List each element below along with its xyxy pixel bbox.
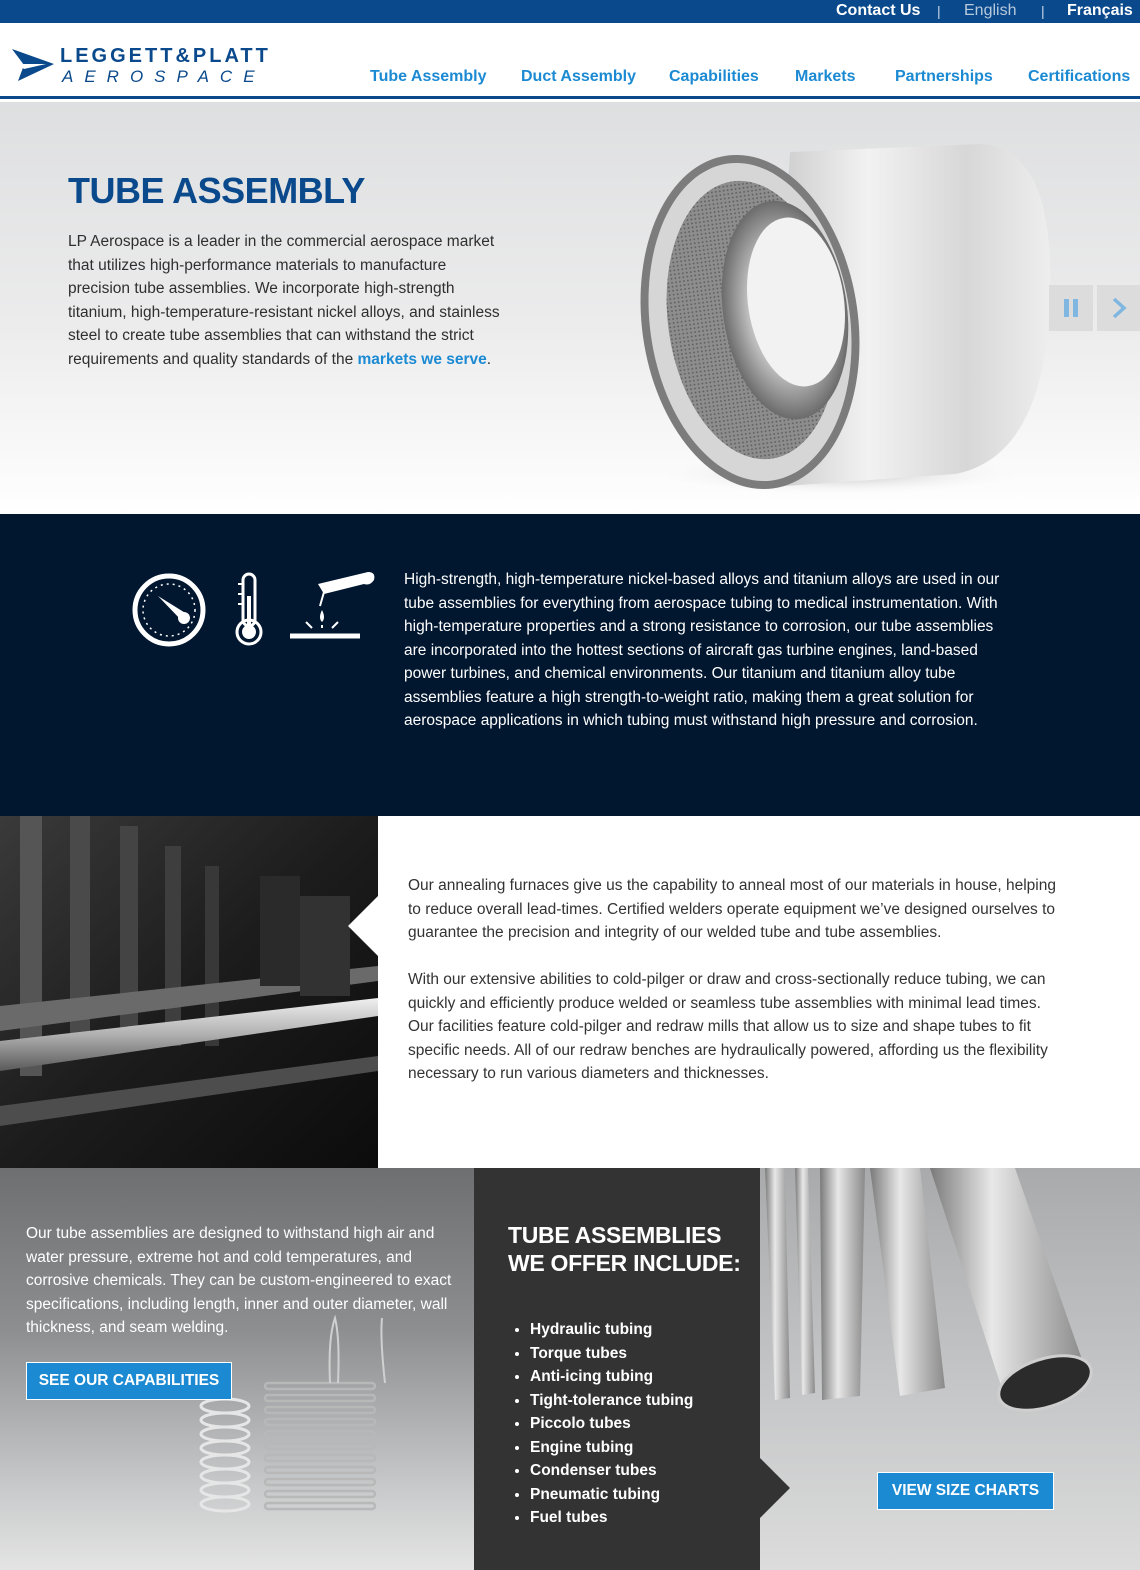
hero-banner — [0, 102, 1140, 514]
hero-description — [68, 230, 508, 371]
list-item: • Engine tubing — [530, 1436, 693, 1460]
language-english-link[interactable]: English — [964, 2, 1017, 19]
hero-description-text: LP Aerospace is a leader in the commercial aerospace market that utilizes high-performance materials to manufacture precision tube assemblies. We incorporate high-strength titanium, high-temperature-resistant nickel alloys, and stainless steel to create tube assemblies that can withstand the strict requirements and quality standards of the — [68, 233, 500, 368]
logo-wordmark: LEGGETT&PLATT — [60, 45, 271, 67]
list-item: • Condenser tubes — [530, 1459, 693, 1483]
section-notch — [348, 896, 378, 956]
list-item: • Piccolo tubes — [530, 1412, 693, 1436]
gauge-icon — [135, 576, 203, 644]
custom-engineering-panel — [0, 1168, 474, 1570]
slider-pause-button[interactable] — [1049, 285, 1093, 331]
utility-separator: | — [937, 3, 941, 19]
furnace-photo-graphic — [0, 816, 378, 1168]
list-item: • Pneumatic tubing — [530, 1483, 693, 1507]
materials-band — [0, 514, 1140, 816]
furnace-photo — [0, 816, 378, 1168]
nav-certifications[interactable]: Certifications — [1028, 68, 1131, 85]
offerings-list — [530, 1318, 693, 1530]
thermometer-icon — [237, 574, 261, 644]
nav-capabilities[interactable]: Capabilities — [669, 68, 759, 85]
logo-arrow-icon — [12, 47, 54, 83]
utility-bar — [0, 0, 1140, 23]
custom-engineering-description: Our tube assemblies are designed to withstand high air and water pressure, extreme hot and cold temperatures, and corrosive chemicals. They can be custom-engineered to exact specifications, including length, inner and outer diameter, wall thickness, and seam welding. — [26, 1225, 452, 1336]
list-item: • Tight-tolerance tubing — [530, 1389, 693, 1413]
logo-subtitle: AEROSPACE — [62, 67, 266, 86]
nav-tube-assembly[interactable]: Tube Assembly — [370, 68, 487, 85]
chevron-right-icon — [1111, 297, 1127, 319]
materials-icons — [132, 570, 382, 655]
offerings-panel — [474, 1168, 760, 1570]
list-item: • Fuel tubes — [530, 1506, 693, 1530]
slider-next-button[interactable] — [1097, 285, 1140, 331]
contact-us-link[interactable]: Contact Us — [836, 2, 921, 19]
nav-partnerships[interactable]: Partnerships — [895, 68, 993, 85]
materials-icon-row — [132, 570, 382, 650]
panel-notch — [760, 1458, 790, 1518]
list-item: • Torque tubes — [530, 1342, 693, 1366]
markets-link[interactable]: markets we serve — [357, 350, 487, 368]
hero-description-end: . — [486, 350, 492, 368]
tube-cylinder-image — [600, 122, 1060, 502]
annealing-paragraph-1: Our annealing furnaces give us the capability to anneal most of our materials in house, helping to reduce overall lead-times. Certified welders operate equipment we’ve designed ourselves to guarantee the precision and integrity of our welded tube and tube assemblies. — [408, 877, 1056, 941]
page-title: TUBE ASSEMBLY — [68, 170, 365, 211]
annealing-paragraph-2: With our extensive abilities to cold-pilger or draw and cross-sectionally reduce tubing, we can quickly and efficiently produce welded or seamless tube assemblies with minimal lead times. Our facilities feature cold-pilger and redraw mills that allow us to size and shape tubes to fit specific needs. All of our redraw benches are hydraulically powered, affording us the flexibility necessary to run various diameters and thicknesses. — [408, 971, 1048, 1082]
list-item: • Anti-icing tubing — [530, 1365, 693, 1389]
annealing-description — [408, 874, 1068, 1086]
nav-duct-assembly[interactable]: Duct Assembly — [521, 68, 636, 85]
bottom-panels — [0, 1168, 1140, 1570]
utility-separator: | — [1041, 3, 1045, 19]
site-header — [0, 23, 1140, 99]
annealing-section — [0, 816, 1140, 1168]
see-capabilities-button[interactable]: SEE OUR CAPABILITIES — [26, 1362, 232, 1400]
materials-description: High-strength, high-temperature nickel-based alloys and titanium alloys are used in our tube assemblies for everything from aerospace tubing to medical instrumentation. With high-temperature properties and a strong resistance to corrosion, our tube assemblies are incorporated into the hottest sections of aircraft gas turbine engines, land-based power turbines, and chemical environments. Our titanium and titanium alloy tube assemblies feature a high strength-to-weight ratio, making them a great solution for aerospace applications in which tubing must withstand high pressure and corrosion. — [404, 571, 1000, 729]
site-logo[interactable] — [12, 45, 271, 93]
nav-markets[interactable]: Markets — [795, 68, 856, 85]
size-charts-panel — [760, 1168, 1140, 1570]
chemical-icon — [290, 572, 374, 636]
list-item: • Hydraulic tubing — [530, 1318, 693, 1342]
pause-icon — [1063, 298, 1079, 318]
offerings-title: TUBE ASSEMBLIES WE OFFER INCLUDE: — [508, 1222, 741, 1276]
language-francais-link[interactable]: Français — [1067, 2, 1133, 19]
view-size-charts-button[interactable]: VIEW SIZE CHARTS — [877, 1472, 1054, 1510]
